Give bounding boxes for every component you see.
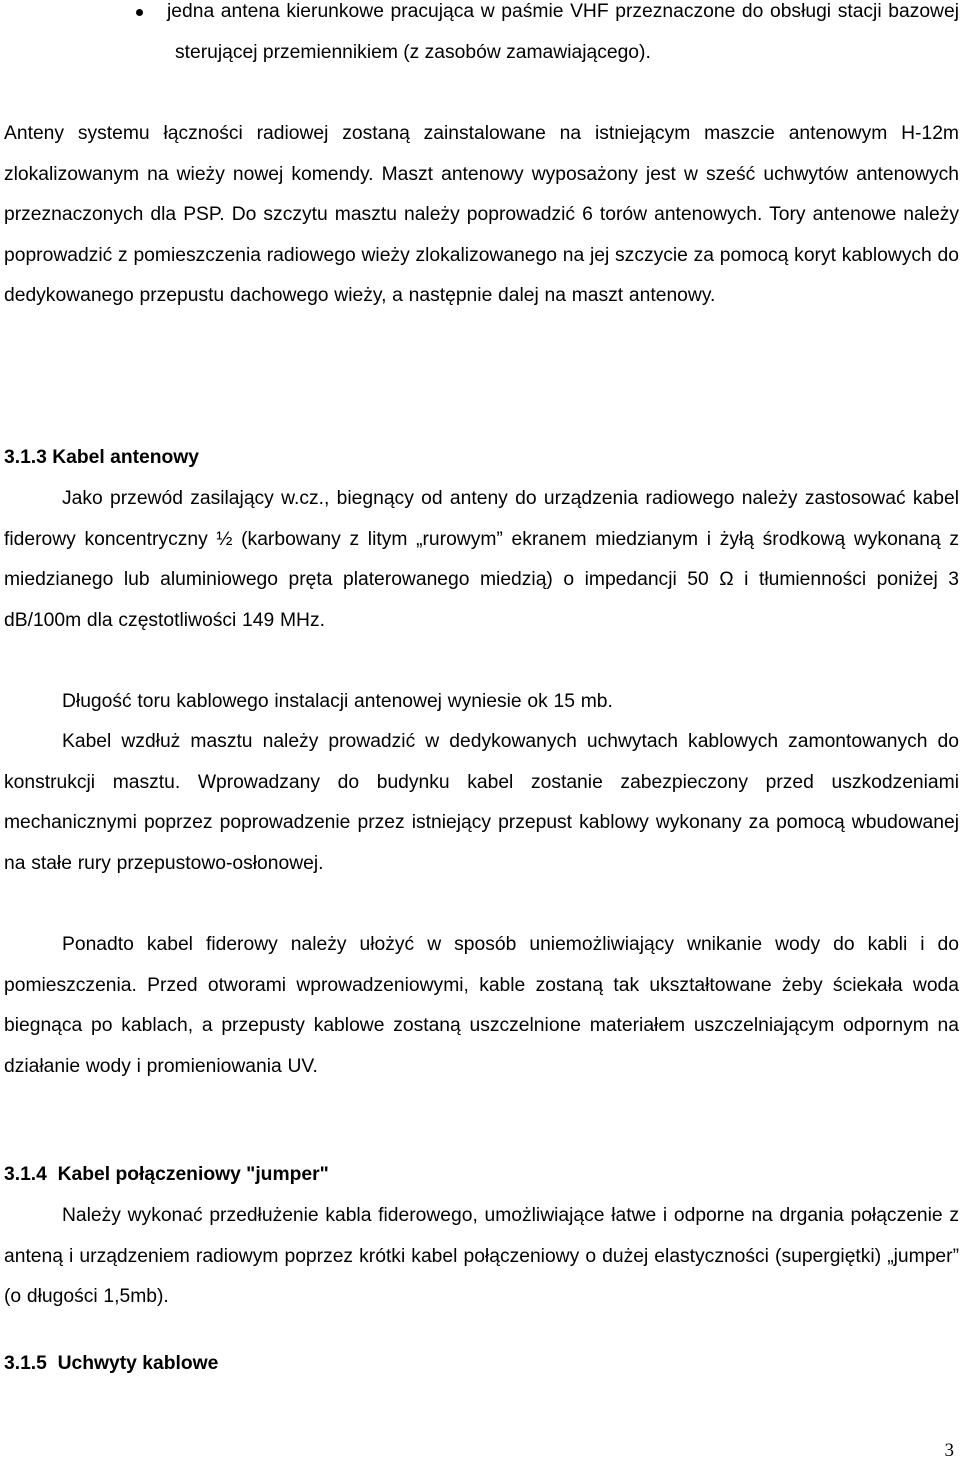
bullet-list-item: jedna antena kierunkowe pracująca w paśmie VHF przeznaczone do obsługi stacji bazowej sterującej przemiennikiem (z zasobów zamawiającego). [167, 1, 959, 63]
paragraph-waterproofing: Ponadto kabel fiderowy należy ułożyć w sposób uniemożliwiający wnikanie wody do kabli i do pomieszczenia. Przed otworami wprowadzeniowymi, kable zostaną tak ukształtowane żeby ściekała woda biegnąca po kablach, a przepusty kablowe zostaną uszczelnione materiałem uszczelniającym odpornym na działanie wody i promieniowania UV. [4, 934, 959, 1077]
section-heading-3-1-4: 3.1.4 Kabel połączeniowy "jumper" [4, 1164, 329, 1185]
paragraph-cable-length: Długość toru kablowego instalacji antenowej wyniesie ok 15 mb. [62, 691, 613, 712]
section-heading-3-1-5: 3.1.5 Uchwyty kablowe [4, 1353, 219, 1374]
paragraph-antennas: Anteny systemu łączności radiowej zostaną zainstalowane na istniejącym maszcie antenowym H-12m zlokalizowanym na wieży nowej komendy. Maszt antenowy wyposażony jest w sześć uchwytów antenowych przeznaczonych dla PSP. Do szczytu masztu należy poprowadzić 6 torów antenowych. Tory antenowe należy poprowadzić z pomieszczenia radiowego wieży zlokalizowanego na jej szczycie za pomocą koryt kablowych do dedykowanego przepustu dachowego wieży, a następnie dalej na maszt antenowy. [4, 123, 959, 307]
page-number: 3 [944, 1440, 954, 1461]
section-heading-3-1-3: 3.1.3 Kabel antenowy [4, 447, 200, 468]
bullet-icon [132, 5, 146, 19]
paragraph-feeder-cable: Jako przewód zasilający w.cz., biegnący od anteny do urządzenia radiowego należy zastosować kabel fiderowy koncentryczny ½ (karbowany z litym „rurowym” ekranem miedzianym i żyłą środkową wykonaną z miedzianego lub aluminiowego pręta platerowanego miedzią) o impedancji 50 Ω i tłumienności poniżej 3 dB/100m dla częstotliwości 149 MHz. [4, 488, 959, 631]
paragraph-cable-routing: Kabel wzdłuż masztu należy prowadzić w dedykowanych uchwytach kablowych zamontowanych do konstrukcji masztu. Wprowadzany do budynku kabel zostanie zabezpieczony przed uszkodzeniami mechanicznymi poprzez poprowadzenie przez istniejący przepust kablowy wykonany za pomocą wbudowanej na stałe rury przepustowo-osłonowej. [4, 731, 959, 874]
paragraph-jumper: Należy wykonać przedłużenie kabla fiderowego, umożliwiające łatwe i odporne na drgania połączenie z anteną i urządzeniem radiowym poprzez krótki kabel połączeniowy o dużej elastyczności (supergiętki) „jumper” (o długości 1,5mb). [4, 1205, 959, 1308]
